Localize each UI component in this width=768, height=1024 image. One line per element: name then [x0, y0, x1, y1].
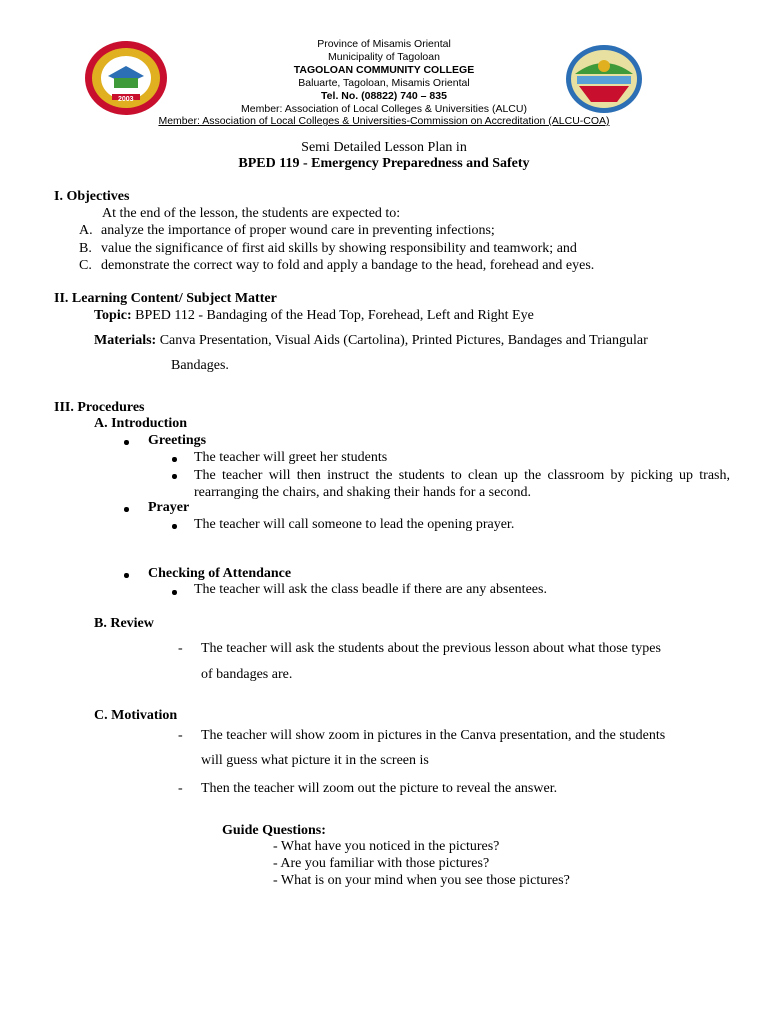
letterhead-tel: Tel. No. (08822) 740 – 835 [321, 90, 447, 102]
content-heading: II. Learning Content/ Subject Matter [54, 291, 277, 306]
letterhead-member1: Member: Association of Local Colleges & Universities (ALCU) [241, 103, 527, 115]
attendance-item-1: The teacher will ask the class beadle if there are any absentees. [194, 582, 547, 597]
introduction-heading: A. Introduction [94, 416, 188, 431]
letterhead-municipality: Municipality of Tagoloan [328, 51, 440, 63]
attendance-heading: Checking of Attendance [148, 566, 292, 581]
review-item-1-cont: of bandages are. [201, 667, 293, 682]
materials-line [94, 333, 648, 349]
greetings-item-1: The teacher will greet her students [194, 450, 388, 465]
guide-question-1: - What have you noticed in the pictures? [273, 839, 500, 854]
objective-letter-c: C. [79, 258, 92, 273]
dash-marker: - [178, 781, 183, 796]
objective-letter-a: A. [79, 223, 93, 238]
bullet-icon [172, 590, 177, 595]
bullet-icon [172, 457, 177, 462]
guide-question-3: - What is on your mind when you see those pictures? [273, 873, 570, 888]
letterhead-member2: Member: Association of Local Colleges & Universities-Commission on Accreditation (ALCU-COA) [158, 115, 610, 127]
materials-cont: Bandages. [171, 358, 229, 373]
bullet-icon [172, 524, 177, 529]
letterhead-college: TAGOLOAN COMMUNITY COLLEGE [293, 64, 475, 76]
greetings-heading: Greetings [148, 433, 207, 448]
guide-question-2: - Are you familiar with those pictures? [273, 856, 490, 871]
materials-text: Canva Presentation, Visual Aids (Cartolina), Printed Pictures, Bandages and Triangular [156, 333, 648, 348]
procedures-heading: III. Procedures [54, 400, 145, 415]
prayer-heading: Prayer [148, 500, 190, 515]
objective-letter-b: B. [79, 241, 92, 256]
doc-subtitle: Semi Detailed Lesson Plan in [301, 140, 467, 155]
motivation-item-1-cont: will guess what picture it in the screen is [201, 753, 429, 768]
motivation-item-2: Then the teacher will zoom out the picture to reveal the answer. [201, 781, 558, 796]
letterhead-province: Province of Misamis Oriental [317, 38, 451, 50]
seal-left-year: 2003 [118, 96, 134, 103]
objectives-intro: At the end of the lesson, the students are expected to: [102, 206, 401, 221]
bullet-icon [124, 440, 129, 445]
greetings-item-2: The teacher will then instruct the students to clean up the classroom by picking up trash, rearranging the chairs, and shaking their hands for a second. [194, 468, 730, 500]
review-item-1: The teacher will ask the students about the previous lesson about what those types [201, 641, 661, 656]
review-heading: B. Review [94, 616, 154, 631]
objectives-heading: I. Objectives [54, 189, 130, 204]
prayer-item-1: The teacher will call someone to lead the opening prayer. [194, 517, 515, 532]
objective-a: analyze the importance of proper wound care in preventing infections; [101, 223, 495, 238]
guide-questions-heading: Guide Questions: [222, 823, 326, 838]
dash-marker: - [178, 728, 183, 743]
objective-b: value the significance of first aid skills by showing responsibility and teamwork; and [101, 241, 577, 256]
topic-text: BPED 112 - Bandaging of the Head Top, Forehead, Left and Right Eye [131, 308, 534, 323]
bullet-icon [124, 573, 129, 578]
materials-label: Materials: [94, 333, 157, 348]
dash-marker: - [178, 641, 183, 656]
motivation-heading: C. Motivation [94, 708, 178, 723]
topic-label: Topic: [94, 308, 132, 323]
motivation-item-1: The teacher will show zoom in pictures in the Canva presentation, and the students [201, 728, 666, 743]
topic-line [94, 308, 534, 324]
objective-c: demonstrate the correct way to fold and apply a bandage to the head, forehead and eyes. [101, 258, 595, 273]
bullet-icon [172, 474, 177, 479]
bullet-icon [124, 507, 129, 512]
letterhead-address: Baluarte, Tagoloan, Misamis Oriental [298, 77, 470, 89]
doc-title: BPED 119 - Emergency Preparedness and Safety [238, 156, 530, 171]
